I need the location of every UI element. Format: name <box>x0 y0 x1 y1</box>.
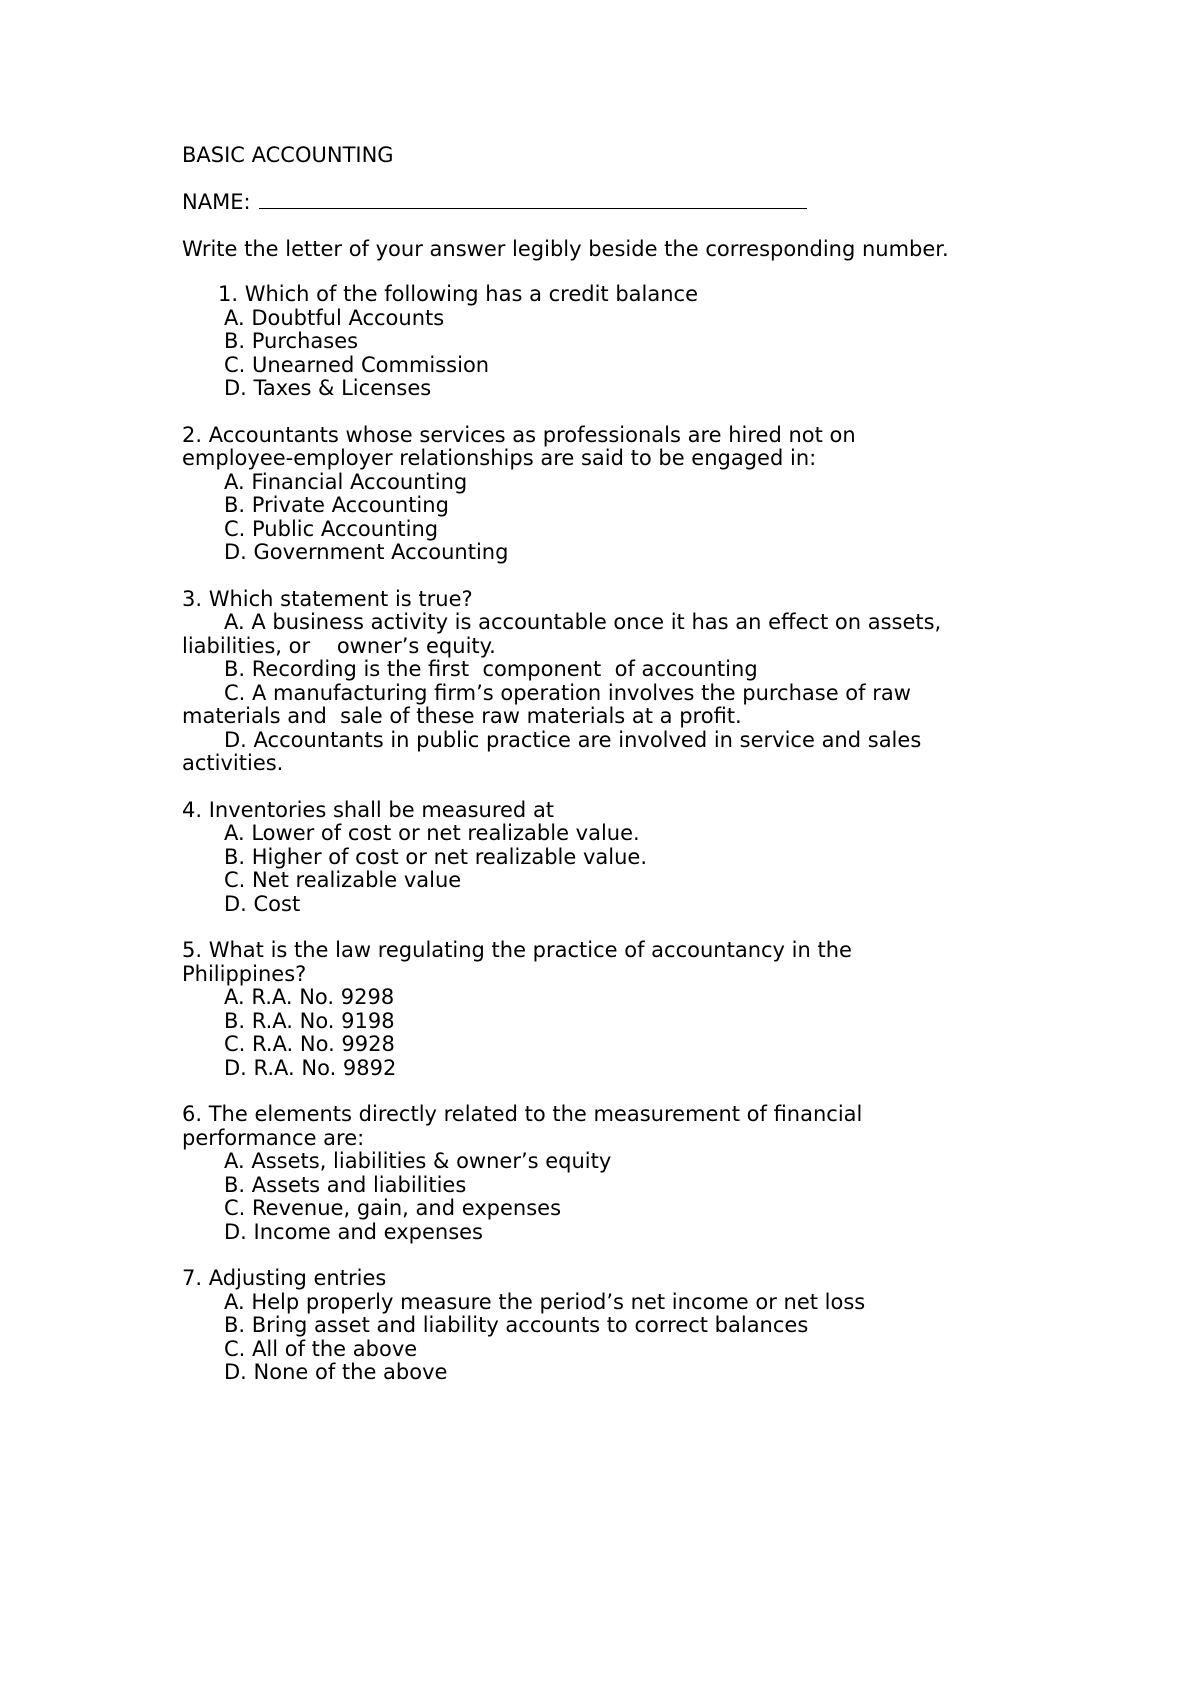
option-a-line-1: A. A business activity is accountable once it has an effect on assets, <box>224 610 942 634</box>
question-3 <box>182 588 1082 776</box>
option-a: A. Assets, liabilities & owner’s equity <box>224 1149 612 1173</box>
question-stem-line-2: employee-employer relationships are said to be engaged in: <box>182 446 817 470</box>
option-a: A. Help properly measure the period’s net income or net loss <box>224 1289 866 1314</box>
option-b: B. Purchases <box>224 329 359 353</box>
question-4 <box>182 799 1082 917</box>
option-d: D. Income and expenses <box>224 1219 483 1244</box>
question-stem-line-2: performance are: <box>182 1125 365 1150</box>
question-2 <box>182 424 1082 565</box>
question-stem: 3. Which statement is true? <box>182 586 473 611</box>
question-6 <box>182 1103 1082 1244</box>
instructions: Write the letter of your answer legibly beside the corresponding number. <box>182 237 949 261</box>
option-b: B. Bring asset and liability accounts to correct balances <box>224 1313 809 1337</box>
option-d: D. Cost <box>224 891 301 916</box>
question-stem-line-1: 5. What is the law regulating the practice of accountancy in the <box>182 938 852 962</box>
question-stem-line-2: Philippines? <box>182 961 307 986</box>
option-a: A. Lower of cost or net realizable value. <box>224 821 640 845</box>
document-title: BASIC ACCOUNTING <box>182 143 394 167</box>
question-stem: 4. Inventories shall be measured at <box>182 797 555 822</box>
name-blank-line[interactable] <box>259 190 807 209</box>
option-a-line-2: liabilities, or owner’s equity. <box>182 633 496 658</box>
option-d: D. Taxes & Licenses <box>224 376 432 400</box>
option-d-line-1: D. Accountants in public practice are involved in service and sales <box>224 727 922 752</box>
option-c: C. Unearned Commission <box>224 352 490 377</box>
option-a: A. R.A. No. 9298 <box>224 985 395 1009</box>
option-d: D. Government Accounting <box>224 540 509 564</box>
option-a: A. Doubtful Accounts <box>224 305 445 330</box>
option-c: C. Revenue, gain, and expenses <box>224 1196 562 1220</box>
question-5 <box>182 939 1082 1080</box>
worksheet-page <box>182 143 1082 1385</box>
question-stem: 1. Which of the following has a credit balance <box>218 282 699 306</box>
option-b: B. Recording is the first component of accounting <box>224 657 758 681</box>
option-d: D. R.A. No. 9892 <box>224 1055 397 1080</box>
option-d: D. None of the above <box>224 1360 448 1384</box>
question-1 <box>182 283 1082 401</box>
option-c: C. Public Accounting <box>224 516 439 541</box>
option-d-line-2: activities. <box>182 751 284 775</box>
question-stem-line-1: 6. The elements directly related to the measurement of financial <box>182 1102 863 1126</box>
option-b: B. R.A. No. 9198 <box>224 1008 395 1033</box>
option-c: C. All of the above <box>224 1336 418 1361</box>
question-stem: 7. Adjusting entries <box>182 1266 387 1290</box>
option-b: B. Private Accounting <box>224 493 449 517</box>
question-7 <box>182 1267 1082 1385</box>
option-c: C. Net realizable value <box>224 868 462 892</box>
option-a: A. Financial Accounting <box>224 469 468 494</box>
question-stem-line-1: 2. Accountants whose services as professionals are hired not on <box>182 422 856 447</box>
option-b: B. Assets and liabilities <box>224 1172 467 1197</box>
name-row <box>182 190 1082 214</box>
option-c-line-1: C. A manufacturing firm’s operation involves the purchase of raw <box>224 680 911 705</box>
name-label: NAME: <box>182 190 251 214</box>
option-b: B. Higher of cost or net realizable value. <box>224 844 648 869</box>
option-c: C. R.A. No. 9928 <box>224 1032 395 1056</box>
option-c-line-2: materials and sale of these raw materials at a profit. <box>182 704 742 728</box>
